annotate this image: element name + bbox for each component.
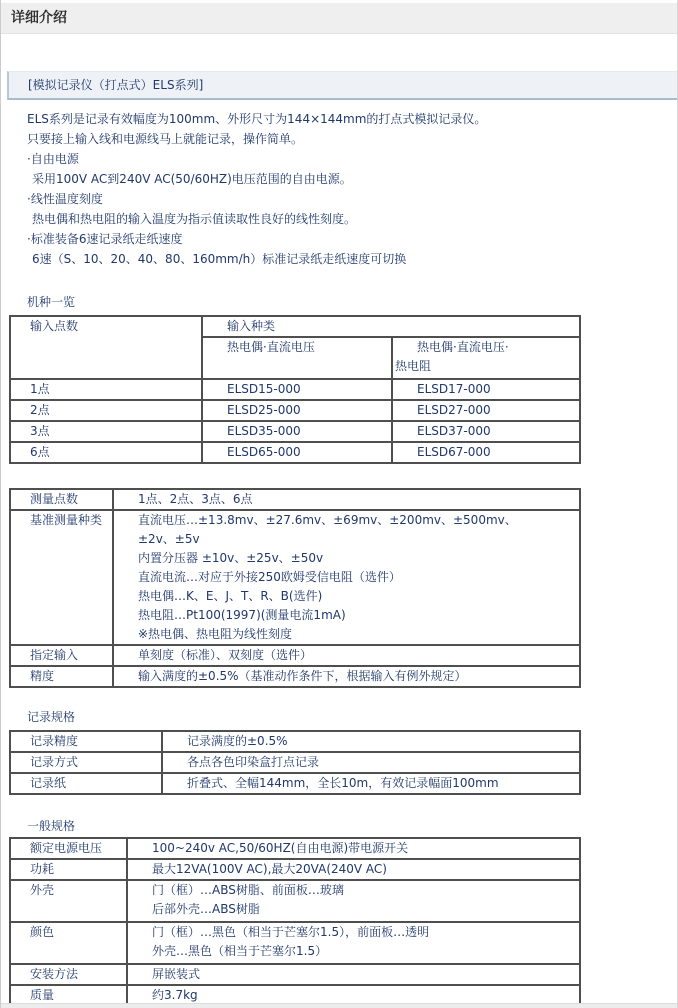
cell-text: 100~240v AC,50/60HZ(自由电源)带电源开关 [152,841,409,855]
table-cell [392,442,580,463]
cell-text: 单刻度（标准）、双刻度（选件） [138,648,313,662]
table-row [10,964,580,985]
table-cell [10,442,202,463]
table-row [10,666,580,687]
model-sub-header: 热电偶·直流电压· [417,340,509,354]
intro-text [27,109,677,269]
table-cell [10,838,127,859]
intro-line: 采用100V AC到240V AC(50/60HZ)电压范围的自由电源。 [32,172,352,186]
cell-text: 输入满度的±0.5%（基准动作条件下，根据输入有例外规定） [138,669,467,683]
cell-text: 记录满度的±0.5% [187,734,288,748]
row-label: 记录纸 [30,776,67,790]
section-header: [模拟记录仪（打点式）ELS系列] [7,71,677,100]
row-label: 记录精度 [30,734,79,748]
table-cell [10,964,127,985]
table-cell [202,337,392,379]
table-row [10,442,580,463]
row-label: 基准测量种类 [30,513,103,527]
cell-text: 直流电压…±13.8mv、±27.6mv、±69mv、±200mv、±500mv、 [138,513,517,527]
intro-line: 6速（S、10、20、40、80、160mm/h）标准记录纸走纸速度可切换 [32,252,407,266]
model-col-header: 输入点数 [30,319,79,333]
cell-text: 门（框）…黑色（相当于芒塞尔1.5），前面板…透明 [152,925,430,939]
model-group-header: 输入种类 [227,319,276,333]
row-label: 外壳 [30,883,55,897]
table-cell [392,337,580,379]
cell-text: ELSD27-000 [417,403,491,417]
cell-text: 热电偶…K、E、J、T、R、B(选件) [138,589,323,603]
table-row [10,752,580,773]
table-row [10,510,580,645]
page-bottom-divider [0,1003,678,1008]
intro-bullet: ·标准装备6速记录纸走纸速度 [27,232,183,246]
table-cell [162,773,580,794]
table-row [10,489,580,510]
table-row [10,731,580,752]
table-cell [127,922,580,964]
cell-text: ELSD17-000 [417,382,491,396]
table-row [10,859,580,880]
cell-text: 后部外壳…ABS树脂 [152,902,260,916]
row-label: 质量 [30,988,55,1002]
cell-text: 门（框）…ABS树脂、前面板…玻璃 [152,883,344,897]
table-row [10,880,580,922]
cell-text: 2点 [30,403,50,417]
table-cell [10,645,113,666]
measurement-spec-table [9,488,581,688]
table-row [10,922,580,964]
table-cell [127,964,580,985]
intro-bullet: ·线性温度刻度 [27,192,103,206]
table-row [10,645,580,666]
table-cell [392,400,580,421]
table-row [10,773,580,794]
table-cell [10,859,127,880]
cell-text: ELSD35-000 [227,424,301,438]
intro-bullet: ·自由电源 [27,152,79,166]
table-cell [10,752,162,773]
model-sub-header: 热电阻 [395,359,432,373]
cell-text: ELSD15-000 [227,382,301,396]
general-spec-table [9,837,581,1007]
table-cell [10,731,162,752]
table-cell [10,666,113,687]
cell-text: 最大12VA(100V AC),最大20VA(240V AC) [152,862,387,876]
cell-text: 直流电流…对应于外接250欧姆受信电阻（选件） [138,570,401,584]
model-table-label: 机种一览 [27,295,76,309]
table-cell [392,421,580,442]
table-cell [10,773,162,794]
table-cell [127,880,580,922]
cell-text: 热电阻…Pt100(1997)(测量电流1mA) [138,608,346,622]
row-label: 额定电源电压 [30,841,103,855]
table-cell [10,922,127,964]
table-cell [392,379,580,400]
row-label: 测量点数 [30,492,79,506]
table-cell [10,510,113,645]
cell-text: ※热电偶、热电阻为线性刻度 [138,627,293,641]
cell-text: ELSD25-000 [227,403,301,417]
table-row [10,400,580,421]
table-row [10,379,580,400]
cell-text: ELSD37-000 [417,424,491,438]
table-cell [162,752,580,773]
row-label: 指定输入 [30,648,79,662]
record-spec-table [9,730,581,795]
cell-text: 约3.7kg [152,988,198,1002]
table-cell [127,859,580,880]
intro-line: 只要接上输入线和电源线马上就能记录，操作简单。 [27,132,304,146]
cell-text: ELSD67-000 [417,445,491,459]
table-cell [113,666,580,687]
table-cell [10,421,202,442]
cell-text: 折叠式、全幅144mm，全长10m，有效记录幅面100mm [187,776,499,790]
table-cell [10,400,202,421]
cell-text: 内置分压器 ±10v、±25v、±50v [138,551,324,565]
row-label: 功耗 [30,862,55,876]
table-row [10,838,580,859]
cell-text: 各点各色印染盒打点记录 [187,755,320,769]
cell-text: 1点、2点、3点、6点 [138,492,253,506]
table-cell [113,510,580,645]
table-cell [202,316,580,337]
table-cell [202,400,392,421]
table-cell [10,880,127,922]
table-cell [202,421,392,442]
table-cell [10,379,202,400]
table-cell [202,442,392,463]
table-cell [113,645,580,666]
table-cell [113,489,580,510]
table-cell [10,489,113,510]
cell-text: 外壳…黑色（相当于芒塞尔1.5） [152,944,328,958]
cell-text: ±2v、±5v [138,532,200,546]
table-cell [162,731,580,752]
cell-text: 3点 [30,424,50,438]
cell-text: 1点 [30,382,50,396]
row-label: 记录方式 [30,755,79,769]
general-table-label: 一般规格 [27,819,76,833]
table-row [10,421,580,442]
table-cell [127,838,580,859]
row-label: 安装方法 [30,967,79,981]
intro-line: 热电偶和热电阻的输入温度为指示值读取性良好的线性刻度。 [32,212,357,226]
intro-line: ELS系列是记录有效幅度为100mm、外形尺寸为144×144mm的打点式模拟记录仪。 [27,112,487,126]
model-sub-header: 热电偶·直流电压 [227,340,315,354]
table-row [10,316,580,337]
table-cell [202,379,392,400]
cell-text: 6点 [30,445,50,459]
row-label: 精度 [30,669,55,683]
cell-text: ELSD65-000 [227,445,301,459]
model-table [9,315,581,464]
page-title: 详细介绍 [1,3,677,34]
row-label: 颜色 [30,925,55,939]
cell-text: 屏嵌装式 [152,967,201,981]
table-cell [10,316,202,379]
record-table-label: 记录规格 [27,710,76,724]
